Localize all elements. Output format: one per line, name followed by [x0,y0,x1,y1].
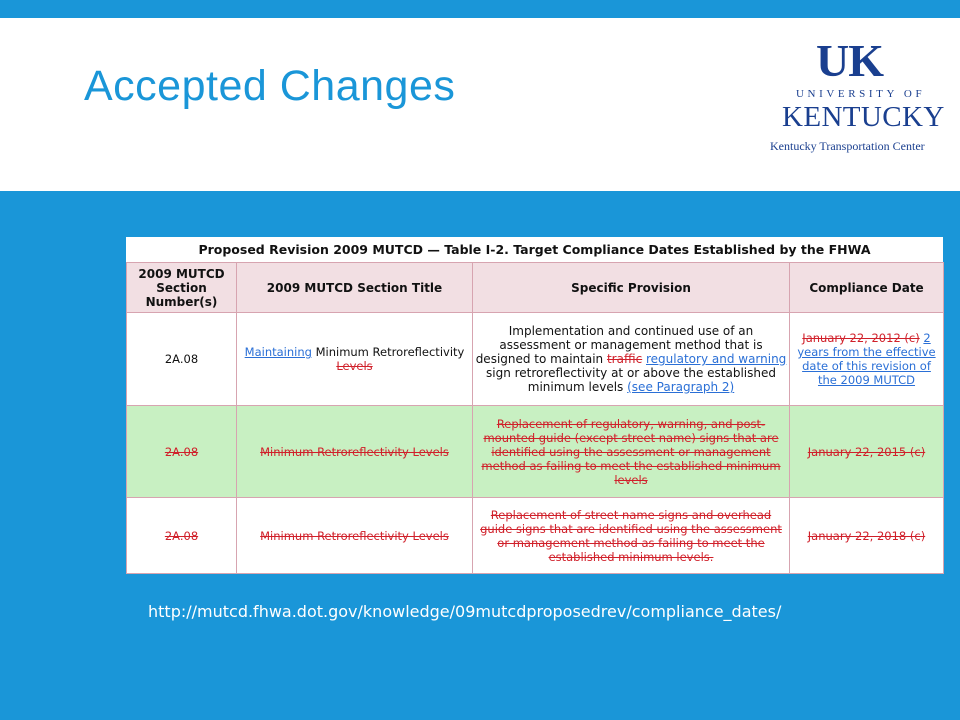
cell-title: Minimum Retroreflectivity Levels [237,498,473,574]
table-header-row [127,263,944,313]
provision-link-paragraph[interactable]: (see Paragraph 2) [627,380,735,394]
title-strike-levels: Levels [336,359,373,373]
cell-provision: Replacement of street name signs and overhead guide signs that are identified using the assessment or management method as failing to meet the established minimum levels. [473,498,790,574]
date-link[interactable]: 2 years from the effective date of this revision of the 2009 MUTCD [797,331,936,387]
compliance-table-image [126,237,943,573]
cell-provision [473,313,790,406]
cell-section: 2A.08 [127,498,237,574]
table-row [127,498,944,574]
table-row [127,406,944,498]
logo-transportation-center: Kentucky Transportation Center [770,139,925,153]
cell-date: January 22, 2018 (c) [790,498,944,574]
title-link-maintaining[interactable]: Maintaining [244,345,312,359]
cell-date: January 22, 2015 (c) [790,406,944,498]
cell-provision: Replacement of regulatory, warning, and post-mounted guide (except street name) signs that are identified using the assessment or management method as failing to meet the established minimum levels [473,406,790,498]
logo-university-of: UNIVERSITY OF [796,88,926,100]
compliance-dates-table [126,262,944,574]
header-specific-provision: Specific Provision [473,263,790,313]
cell-section: 2A.08 [127,406,237,498]
table-row [127,313,944,406]
provision-strike-traffic: traffic [606,352,643,366]
logo-kentucky: KENTUCKY [782,101,945,133]
date-strike: January 22, 2012 (c) [802,331,920,345]
header-compliance-date: Compliance Date [790,263,944,313]
cell-title [237,313,473,406]
logo-uk-wordmark: UK [816,35,883,86]
uk-ktc-logo [768,35,946,158]
slide-title: Accepted Changes [84,62,456,110]
provision-text-b: sign retroreflectivity at or above the established minimum levels [486,366,776,394]
cell-section: 2A.08 [127,313,237,406]
table-caption: Proposed Revision 2009 MUTCD — Table I-2. Target Compliance Dates Established by the FHWA [198,242,871,257]
provision-text-a: Implementation and continued use of an assessment or management method that is designed to maintain [475,324,763,366]
provision-link-regulatory[interactable]: regulatory and warning [646,352,787,366]
title-text: Minimum Retroreflectivity [311,345,465,359]
header-section-number: 2009 MUTCD Section Number(s) [127,263,237,313]
cell-date [790,313,944,406]
cell-title: Minimum Retroreflectivity Levels [237,406,473,498]
source-url[interactable]: http://mutcd.fhwa.dot.gov/knowledge/09mutcdproposedrev/compliance_dates/ [148,602,782,621]
top-accent-strip [0,0,960,18]
header-section-title: 2009 MUTCD Section Title [237,263,473,313]
